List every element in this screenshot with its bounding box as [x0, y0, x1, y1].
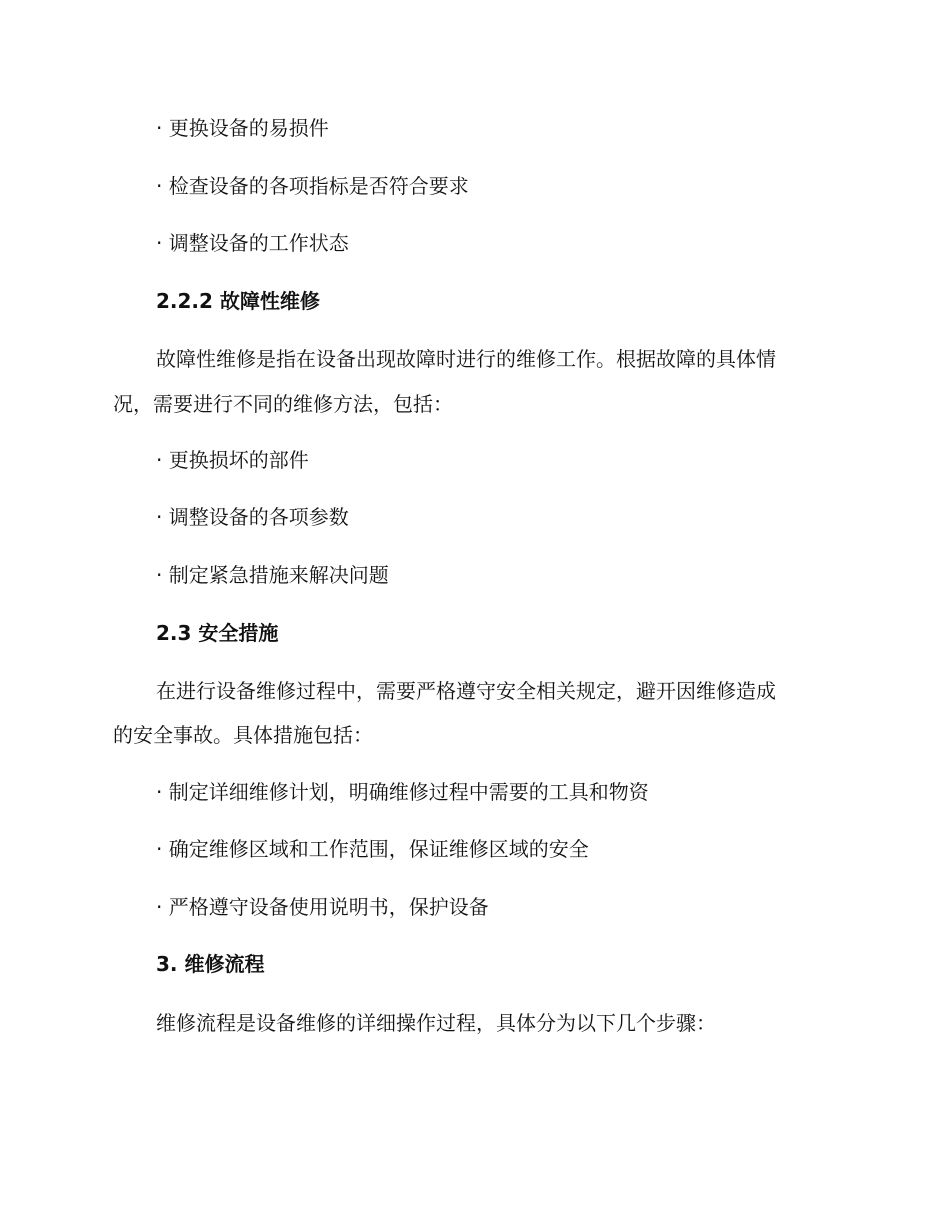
bullet-item: · 更换设备的易损件 — [156, 116, 329, 140]
section-heading-2-3: 2.3 安全措施 — [156, 621, 279, 645]
bullet-item: · 确定维修区域和工作范围，保证维修区域的安全 — [156, 837, 589, 861]
section-heading-3: 3. 维修流程 — [156, 952, 265, 976]
bullet-item: · 检查设备的各项指标是否符合要求 — [156, 174, 469, 198]
bullet-item: · 制定详细维修计划，明确维修过程中需要的工具和物资 — [156, 780, 649, 804]
section-heading-2-2-2: 2.2.2 故障性维修 — [156, 289, 320, 313]
bullet-item: · 调整设备的工作状态 — [156, 231, 349, 255]
paragraph-line: 的安全事故。具体措施包括： — [113, 723, 373, 747]
bullet-item: · 调整设备的各项参数 — [156, 505, 349, 529]
paragraph-line: 况，需要进行不同的维修方法，包括： — [113, 392, 453, 416]
bullet-item: · 严格遵守设备使用说明书，保护设备 — [156, 895, 489, 919]
paragraph-line: 维修流程是设备维修的详细操作过程，具体分为以下几个步骤： — [156, 1011, 716, 1035]
paragraph-line: 在进行设备维修过程中，需要严格遵守安全相关规定，避开因维修造成 — [156, 679, 776, 703]
bullet-item: · 制定紧急措施来解决问题 — [156, 563, 389, 587]
bullet-item: · 更换损坏的部件 — [156, 448, 309, 472]
paragraph-line: 故障性维修是指在设备出现故障时进行的维修工作。根据故障的具体情 — [156, 347, 776, 371]
